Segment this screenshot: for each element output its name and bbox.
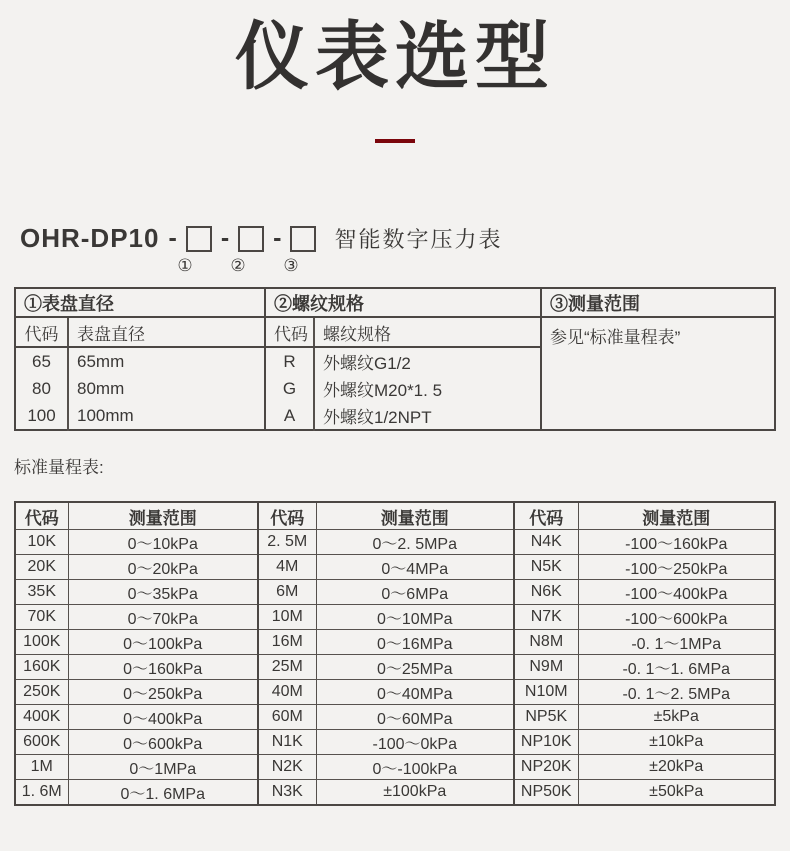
selection-table-header-row (15, 288, 775, 317)
range-cell: -100～600kPa (578, 605, 775, 630)
code-cell: G (265, 375, 314, 402)
model-code-box-2 (238, 226, 264, 252)
range-table-row (15, 730, 775, 755)
column-header-code: 代码 (265, 317, 314, 347)
code-cell: 250K (15, 680, 68, 705)
range-cell: 0～1MPa (68, 755, 258, 780)
range-table-row (15, 705, 775, 730)
range-cell: 0～10kPa (68, 530, 258, 555)
range-cell: 0～160kPa (68, 655, 258, 680)
code-cell: R (265, 347, 314, 375)
range-cell: 0～-100kPa (316, 755, 514, 780)
code-cell: A (265, 402, 314, 430)
range-cell: ±50kPa (578, 780, 775, 806)
code-cell: 70K (15, 605, 68, 630)
code-cell: 100 (27, 405, 56, 425)
model-row (20, 223, 790, 254)
code-cell: N6K (514, 580, 578, 605)
range-cell: 0～1. 6MPa (68, 780, 258, 806)
code-cell: NP10K (514, 730, 578, 755)
range-cell: 0～35kPa (68, 580, 258, 605)
range-table-row (15, 680, 775, 705)
range-table-body (15, 502, 775, 805)
range-cell: -100～400kPa (578, 580, 775, 605)
column-header-range: 测量范围 (68, 502, 258, 530)
range-cell: 0～70kPa (68, 605, 258, 630)
code-cell: 65 (32, 351, 51, 371)
code-cell: 160K (15, 655, 68, 680)
code-cell: 600K (15, 730, 68, 755)
range-cell: 0～2. 5MPa (316, 530, 514, 555)
range-table-row (15, 780, 775, 806)
code-cell: 2. 5M (258, 530, 316, 555)
range-table (14, 501, 776, 806)
column-header-code: 代码 (514, 502, 578, 530)
section-title-dial-diameter: ①表盘直径 (15, 288, 265, 317)
range-cell: -100～160kPa (578, 530, 775, 555)
column-header-dial-diameter: 表盘直径 (68, 317, 265, 347)
range-cell: 0～250kPa (68, 680, 258, 705)
code-cell: 400K (15, 705, 68, 730)
column-header-range: 测量范围 (578, 502, 775, 530)
separator-dash: - (168, 224, 177, 253)
position-label-1: ① (177, 256, 193, 276)
range-cell: 0～25MPa (316, 655, 514, 680)
code-cell: 6M (258, 580, 316, 605)
range-cell: 0～10MPa (316, 605, 514, 630)
range-cell: -0. 1～2. 5MPa (578, 680, 775, 705)
model-prefix: OHR-DP10 (20, 223, 160, 254)
column-header-thread-spec: 螺纹规格 (314, 317, 541, 347)
code-cell: 25M (258, 655, 316, 680)
column-header-range: 测量范围 (316, 502, 514, 530)
range-table-row (15, 555, 775, 580)
range-cell: 0～100kPa (68, 630, 258, 655)
model-code-box-3 (290, 226, 316, 252)
range-cell: 0～6MPa (316, 580, 514, 605)
range-cell: 0～40MPa (316, 680, 514, 705)
title-underline (375, 139, 415, 143)
position-label-2: ② (230, 256, 246, 276)
range-cell: 0～600kPa (68, 730, 258, 755)
code-cell: 1M (15, 755, 68, 780)
code-cell: 10M (258, 605, 316, 630)
code-cell: 35K (15, 580, 68, 605)
code-cell: 10K (15, 530, 68, 555)
code-cell: N1K (258, 730, 316, 755)
value-cell: 外螺纹G1/2 (314, 347, 541, 375)
value-cell: 外螺纹M20*1. 5 (314, 375, 541, 402)
code-cell: NP20K (514, 755, 578, 780)
range-table-row (15, 580, 775, 605)
selection-table-subheader-row (15, 317, 775, 347)
code-cell: 4M (258, 555, 316, 580)
range-table-row (15, 655, 775, 680)
code-cell: N9M (514, 655, 578, 680)
page (0, 14, 790, 806)
range-table-row (15, 605, 775, 630)
range-cell: 0～4MPa (316, 555, 514, 580)
code-cell: 100K (15, 630, 68, 655)
range-cell: ±20kPa (578, 755, 775, 780)
code-cell: N4K (514, 530, 578, 555)
column-header-code: 代码 (24, 508, 59, 528)
code-cell: 16M (258, 630, 316, 655)
range-table-row (15, 630, 775, 655)
range-cell: ±100kPa (316, 780, 514, 806)
column-header-code: 代码 (258, 502, 316, 530)
code-cell: N8M (514, 630, 578, 655)
code-cell: N5K (514, 555, 578, 580)
column-header-code: 代码 (15, 317, 68, 347)
range-table-label: 标准量程表: (14, 458, 104, 478)
model-code-box-1 (186, 226, 212, 252)
code-cell: 60M (258, 705, 316, 730)
range-cell: -0. 1～1MPa (578, 630, 775, 655)
code-cell: N3K (258, 780, 316, 806)
section-title-thread-spec: ②螺纹规格 (265, 288, 541, 317)
code-cell: 80 (32, 378, 51, 398)
section-title-measure-range: ③测量范围 (541, 288, 775, 317)
range-cell: -100～0kPa (316, 730, 514, 755)
code-cell: N7K (514, 605, 578, 630)
selection-table (14, 287, 776, 431)
value-cell: 65mm (68, 347, 265, 375)
range-cell: 0～60MPa (316, 705, 514, 730)
model-description: 智能数字压力表 (334, 227, 503, 253)
separator-dash: - (273, 224, 282, 253)
code-cell: N10M (514, 680, 578, 705)
range-table-header-row (15, 502, 775, 530)
page-title: 仪表选型 (235, 15, 555, 98)
code-cell: N2K (258, 755, 316, 780)
range-cell: ±5kPa (578, 705, 775, 730)
code-cell: 40M (258, 680, 316, 705)
range-cell: -100～250kPa (578, 555, 775, 580)
range-table-row (15, 530, 775, 555)
code-cell: NP50K (514, 780, 578, 806)
range-cell: 0～400kPa (68, 705, 258, 730)
value-cell: 外螺纹1/2NPT (314, 402, 541, 430)
range-note: 参见“标准量程表” (541, 317, 775, 430)
code-cell: 20K (15, 555, 68, 580)
position-label-3: ③ (283, 256, 299, 276)
value-cell: 80mm (68, 375, 265, 402)
range-cell: 0～20kPa (68, 555, 258, 580)
range-cell: ±10kPa (578, 730, 775, 755)
code-cell: 1. 6M (15, 780, 68, 806)
range-cell: 0～16MPa (316, 630, 514, 655)
separator-dash: - (220, 224, 230, 253)
range-cell: -0. 1～1. 6MPa (578, 655, 775, 680)
code-cell: NP5K (514, 705, 578, 730)
model-code-line (20, 223, 790, 279)
range-table-row (15, 755, 775, 780)
value-cell: 100mm (68, 402, 265, 430)
